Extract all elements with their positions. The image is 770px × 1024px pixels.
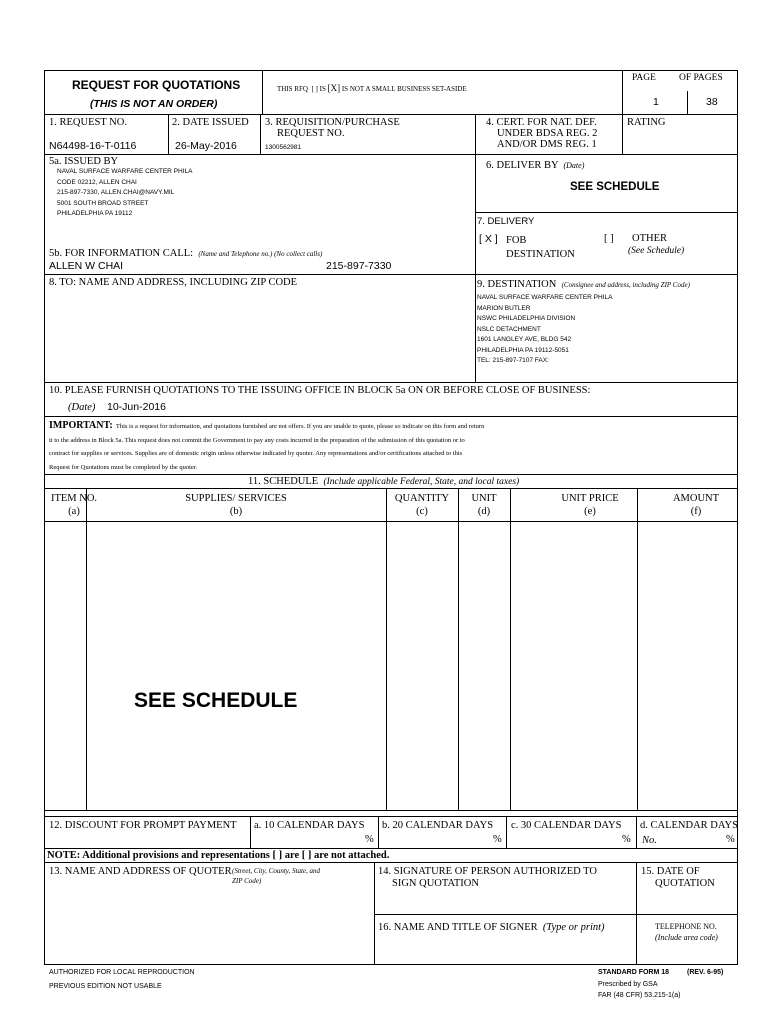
setaside-checkbox[interactable]: [X]: [327, 83, 341, 93]
discount-10-days: a. 10 CALENDAR DAYS: [254, 820, 365, 831]
request-no-value: N64498-16-T-0116: [49, 140, 137, 152]
other-label: OTHER: [632, 233, 667, 244]
rule: [44, 416, 738, 417]
rule: [374, 862, 375, 964]
signature-label: 14. SIGNATURE OF PERSON AUTHORIZED TO: [378, 866, 597, 877]
quoter-name-note-2: ZIP Code): [232, 877, 262, 885]
rule: [44, 70, 738, 71]
other-checkbox[interactable]: [ ]: [604, 233, 614, 244]
requisition-label-2: REQUEST NO.: [277, 128, 345, 139]
rule: [44, 816, 738, 817]
discount-label: 12. DISCOUNT FOR PROMPT PAYMENT: [49, 820, 237, 831]
rule: [44, 274, 738, 275]
rule: [168, 114, 169, 154]
quotation-date-label: 15. DATE OF: [641, 866, 700, 877]
discount-30-days: c. 30 CALENDAR DAYS: [511, 820, 622, 831]
rule: [636, 816, 637, 848]
other-note: (See Schedule): [628, 246, 685, 256]
form-subtitle: (THIS IS NOT AN ORDER): [90, 98, 218, 110]
rule: [622, 114, 623, 154]
fob-destination: DESTINATION: [506, 249, 575, 260]
discount-20-pct: %: [493, 834, 502, 845]
rule: [475, 212, 738, 213]
telephone-note: (Include area code): [655, 933, 718, 942]
rule: [44, 114, 738, 115]
footer-revision: (REV. 6-95): [687, 969, 724, 976]
rule: [386, 488, 387, 810]
schedule-body-text: SEE SCHEDULE: [134, 689, 298, 712]
page-label: PAGE: [632, 73, 656, 83]
rule: [86, 488, 87, 810]
discount-10-pct: %: [365, 834, 374, 845]
rule: [44, 810, 738, 811]
col-quantity: QUANTITY (c): [394, 493, 450, 517]
fob-label: FOB: [506, 235, 527, 246]
col-unit-price: UNIT PRICE (e): [561, 493, 619, 517]
discount-30-pct: %: [622, 834, 631, 845]
quoter-name-label: 13. NAME AND ADDRESS OF QUOTER: [49, 866, 232, 877]
issued-by-label: 5a. ISSUED BY: [49, 156, 119, 167]
col-item-no: ITEM NO. (a): [50, 493, 98, 517]
rule: [44, 848, 738, 849]
quotation-date-label-2: QUOTATION: [655, 878, 715, 889]
rule: [44, 154, 738, 155]
deliver-by-value: SEE SCHEDULE: [570, 181, 660, 193]
footer-form-number: STANDARD FORM 18: [598, 969, 670, 976]
furnish-quotations-label: 10. PLEASE FURNISH QUOTATIONS TO THE ISSUING OFFICE IN BLOCK 5a ON OR BEFORE CLOSE OF BUSINESS:: [49, 385, 591, 396]
request-no-label: 1. REQUEST NO.: [49, 117, 127, 128]
discount-d-no: No.: [642, 835, 657, 846]
of-pages-label: OF PAGES: [679, 73, 723, 83]
col-amount: AMOUNT (f): [672, 493, 720, 517]
quoter-name-note: (Street, City, County, State, and: [232, 867, 321, 875]
page-number: 1: [653, 96, 659, 108]
total-pages: 38: [706, 96, 718, 108]
rule: [637, 488, 638, 810]
discount-d-pct: %: [726, 834, 735, 845]
rule: [687, 91, 688, 114]
signer-name-label: 16. NAME AND TITLE OF SIGNER (Type or print): [378, 922, 605, 933]
rule: [260, 114, 261, 154]
col-unit: UNIT (d): [471, 493, 497, 517]
date-issued-value: 26-May-2016: [175, 140, 237, 152]
footer-reproduction: AUTHORIZED FOR LOCAL REPRODUCTION: [49, 969, 195, 976]
form-title: REQUEST FOR QUOTATIONS: [72, 78, 241, 92]
delivery-label: 7. DELIVERY: [477, 216, 535, 227]
setaside-statement: THIS RFQ [ ] IS [X] IS NOT A SMALL BUSINESS SET-ASIDE: [277, 83, 467, 93]
rule: [44, 474, 738, 475]
cert-label: 4. CERT. FOR NAT. DEF.: [486, 117, 597, 128]
rule: [44, 488, 738, 489]
rule: [262, 70, 263, 114]
deliver-by-label: 6. DELIVER BY (Date): [486, 160, 585, 171]
rule: [44, 382, 738, 383]
rule: [374, 914, 738, 915]
rule: [506, 816, 507, 848]
signature-label-2: SIGN QUOTATION: [392, 878, 479, 889]
footer-far: FAR (48 CFR) 53.215-1(a): [598, 992, 681, 999]
important-notice: IMPORTANT: This is a request for information, and quotations furnished are not offers. If you are unable to quote, please so indicate on this form and return it to the address in Block 5a. This request does not commit the Government to pay any costs incurred in the preparation of the submission of this quotation or to contract for supplies or services. Supplies are of domestic origin unless otherwise indicated by quoter. Any representations and/or certifications attached to this Request for Quotations must be completed by the quoter.: [49, 420, 485, 471]
rating-label: RATING: [627, 117, 666, 128]
close-date-label: (Date): [68, 402, 96, 413]
additional-provisions-note: NOTE: Additional provisions and representations [ ] are [ ] are not attached.: [47, 850, 390, 861]
rule: [250, 816, 251, 848]
requisition-value: 1300562981: [265, 144, 302, 151]
rule: [510, 488, 511, 810]
rule: [636, 862, 637, 964]
rule: [44, 964, 738, 965]
footer-previous-edition: PREVIOUS EDITION NOT USABLE: [49, 983, 162, 990]
info-call-label: 5b. FOR INFORMATION CALL: (Name and Telephone no.) (No collect calls): [49, 248, 323, 259]
to-address-label: 8. TO: NAME AND ADDRESS, INCLUDING ZIP CODE: [49, 277, 298, 288]
rule: [44, 521, 738, 522]
cert-label-3: AND/OR DMS REG. 1: [497, 139, 597, 150]
footer-prescribed: Prescribed by GSA: [598, 981, 658, 988]
rule: [622, 70, 623, 114]
rule: [378, 816, 379, 848]
cert-label-2: UNDER BDSA REG. 2: [497, 128, 598, 139]
info-call-name: ALLEN W CHAI: [49, 260, 124, 272]
date-issued-label: 2. DATE ISSUED: [172, 117, 249, 128]
fob-checkbox[interactable]: [ X ]: [479, 233, 498, 245]
destination-label: 9. DESTINATION (Consignee and address, including ZIP Code): [477, 279, 690, 290]
info-call-phone: 215-897-7330: [326, 260, 392, 272]
destination-address: NAVAL SURFACE WARFARE CENTER PHILA MARION BUTLER NSWC PHILADELPHIA DIVISION NSLC DETACHMENT 1601 LANGLEY AVE, BLDG 542 PHILADELPHIA PA 19112-5051 TEL: 215-897-7107 FAX:: [477, 294, 613, 364]
requisition-label: 3. REQUISITION/PURCHASE: [265, 117, 400, 128]
rule: [458, 488, 459, 810]
discount-d-days: d. CALENDAR DAYS: [640, 820, 738, 831]
col-supplies: SUPPLIES/ SERVICES (b): [185, 493, 287, 517]
rule: [44, 862, 738, 863]
close-date-value: 10-Jun-2016: [107, 401, 166, 413]
telephone-label: TELEPHONE NO.: [655, 922, 717, 931]
discount-20-days: b. 20 CALENDAR DAYS: [382, 820, 494, 831]
issued-by-address: NAVAL SURFACE WARFARE CENTER PHILA CODE 02212, ALLEN CHAI 215-897-7330, ALLEN.CHAI@NAVY.MIL 5001 SOUTH BROAD STREET PHILADELPHIA PA 19112: [57, 168, 193, 217]
schedule-label: 11. SCHEDULE (Include applicable Federal, State, and local taxes): [248, 476, 520, 487]
